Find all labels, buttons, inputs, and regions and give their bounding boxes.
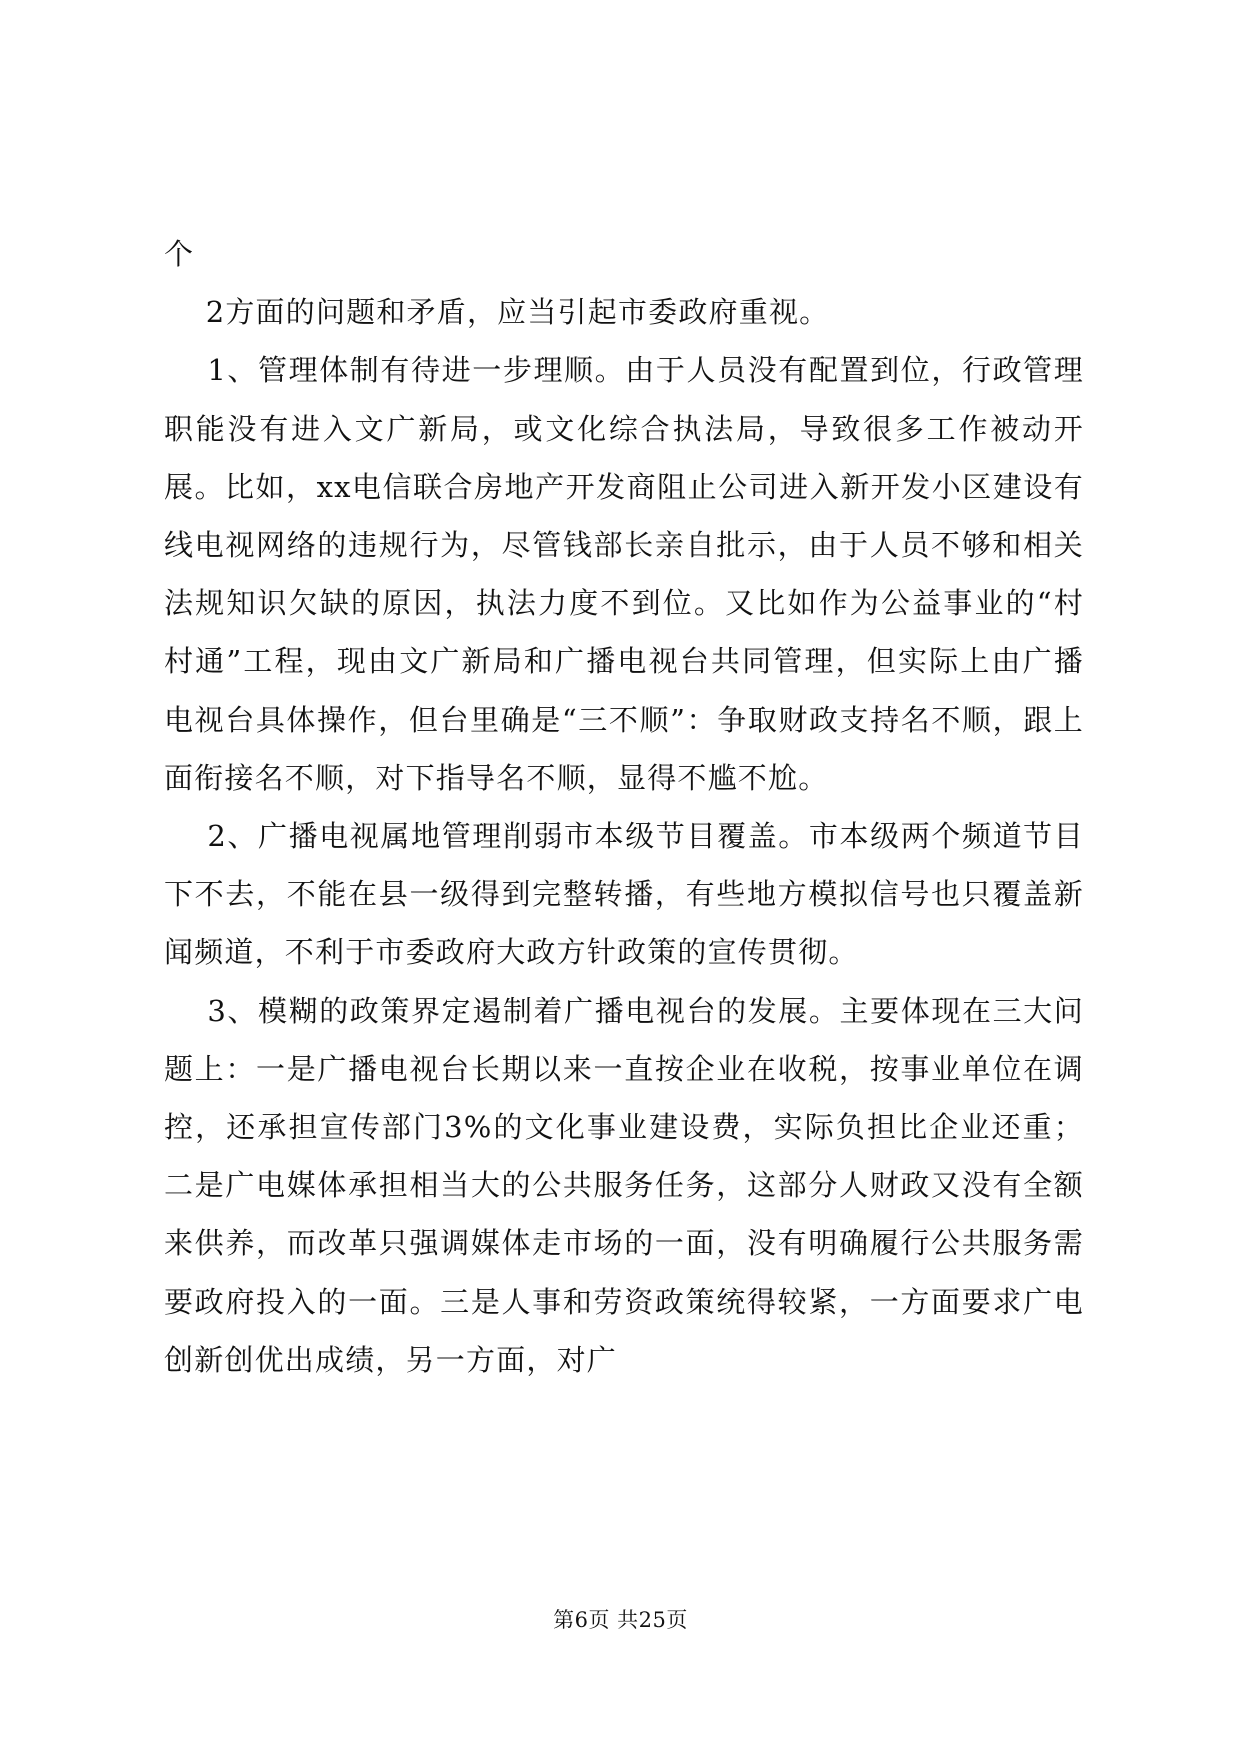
paragraph-intro: 2方面的问题和矛盾，应当引起市委政府重视。 (164, 295, 830, 330)
paragraph-point-1: 1、管理体制有待进一步理顺。由于人员没有配置到位，行政管理职能没有进入文广新局，或文化综合执法局，导致很多工作被动开展。比如，xx电信联合房地产开发商阻止公司进入新开发小区建设有线电视网络的违规行为，尽管钱部长亲自批示，由于人员不够和相关法规知识欠缺的原因，执法力度不到位。又比如作为公益事业的“村村通”工程，现由文广新局和广播电视台共同管理，但实际上由广播电视台具体操作，但台里确是“三不顺”：争取财政支持名不顺，跟上面衔接名不顺，对下指导名不顺，显得不尴不尬。 (164, 353, 1084, 795)
body-text (164, 225, 1084, 1389)
paragraph-fragment: 个 (164, 237, 195, 271)
paragraph-point-3: 3、模糊的政策界定遏制着广播电视台的发展。主要体现在三大问题上：一是广播电视台长期以来一直按企业在收税，按事业单位在调控，还承担宣传部门3%的文化事业建设费，实际负担比企业还重；二是广电媒体承担相当大的公共服务任务，这部分人财政又没有全额来供养，而改革只强调媒体走市场的一面，没有明确履行公共服务需要政府投入的一面。三是人事和劳资政策统得较紧，一方面要求广电创新创优出成绩，另一方面，对广 (164, 993, 1084, 1377)
paragraph-point-2: 2、广播电视属地管理削弱市本级节目覆盖。市本级两个频道节目下不去，不能在县一级得到完整转播，有些地方模拟信号也只覆盖新闻频道，不利于市委政府大政方针政策的宣传贯彻。 (164, 819, 1084, 970)
page-footer: 第6页 共25页 (553, 1608, 688, 1632)
